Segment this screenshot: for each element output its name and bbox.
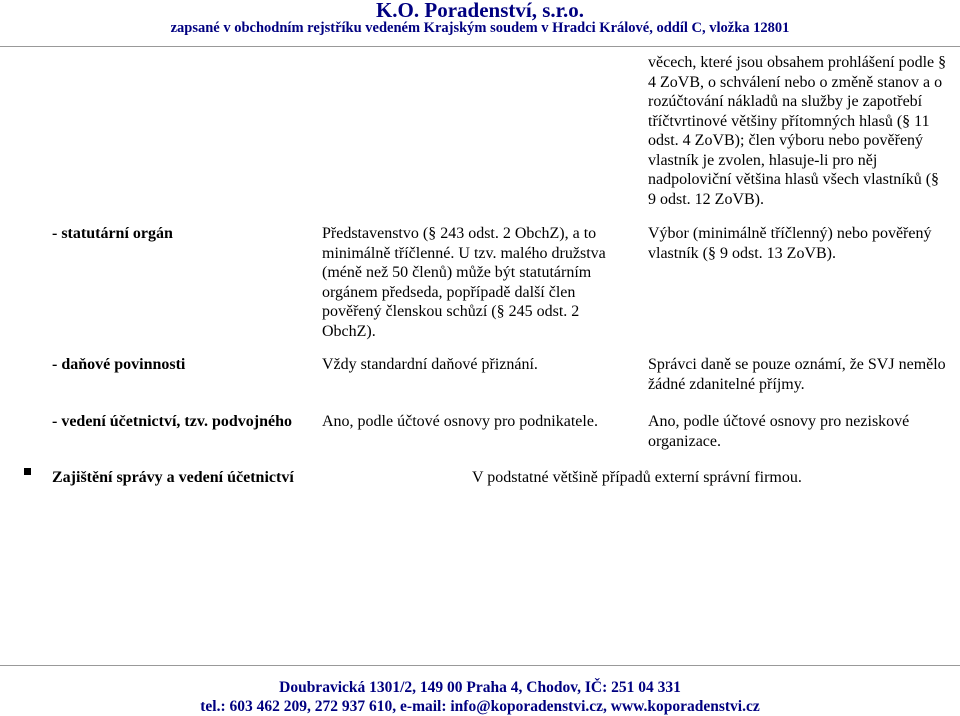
text-line: (méně než 50 členů) může být statutárním [322, 264, 592, 281]
footer-contact: tel.: 603 462 209, 272 937 610, e-mail: info@koporadenstvi.cz, www.koporadenstvi.cz [200, 698, 760, 715]
svj-statutory-body [648, 224, 956, 263]
text-line: tříčtvrtinové většiny přítomných hlasů (§ 11 [648, 112, 930, 130]
square-bullet-icon [24, 468, 31, 475]
text-line: rozúčtování nákladů na služby je zapotřebí [648, 93, 923, 110]
footer-address: Doubravická 1301/2, 149 00 Praha 4, Chodov, IČ: 251 04 331 [279, 679, 681, 696]
header-divider [0, 46, 960, 47]
svj-accounting [648, 412, 956, 451]
text-line: odst. 4 ZoVB); člen výboru nebo pověřený [648, 132, 924, 149]
continued-paragraph [648, 53, 956, 209]
row-label-tax-obligations: - daňové povinnosti [52, 356, 186, 373]
row-label-statutory-body: - statutární orgán [52, 225, 173, 242]
svj-tax-obligations [648, 355, 956, 394]
text-line: věcech, které jsou obsahem prohlášení podle § [648, 54, 947, 71]
text-line: ObchZ). [322, 322, 376, 340]
cooperative-statutory-body [322, 224, 622, 341]
text-line: organizace. [648, 432, 721, 450]
text-line: 9 odst. 12 ZoVB). [648, 190, 764, 208]
footer-divider [0, 665, 960, 666]
company-name: K.O. Poradenství, s.r.o. [375, 0, 585, 22]
text-line: orgánem předseda, popřípadě další člen [322, 283, 576, 301]
company-registration: zapsané v obchodním rejstříku vedeném Krajským soudem v Hradci Králové, oddíl C, vložka 12801 [170, 20, 790, 36]
cooperative-accounting: Ano, podle účtové osnovy pro podnikatele. [322, 413, 598, 430]
text-line: 4 ZoVB, o schválení nebo o změně stanov a o [648, 73, 943, 91]
text-line: pověřený členskou schůzí (§ 245 odst. 2 [322, 303, 580, 320]
text-line: žádné zdanitelné příjmy. [648, 375, 805, 393]
section-title-administration: Zajištění správy a vedení účetnictví [52, 469, 294, 486]
text-line: vlastník (§ 9 odst. 13 ZoVB). [648, 244, 836, 262]
section-value-administration: V podstatné většině případů externí správní firmou. [472, 469, 802, 486]
text-line: vlastník je zvolen, hlasuje-li pro něj [648, 151, 878, 169]
row-label-accounting: - vedení účetnictví, tzv. podvojného [52, 413, 292, 430]
text-line: minimálně tříčlenné. U tzv. malého družstva [322, 244, 606, 262]
text-line: nadpoloviční většina hlasů všech vlastníků (§ [648, 171, 940, 188]
cooperative-tax-obligations: Vždy standardní daňové přiznání. [322, 356, 538, 373]
text-line: Správci daně se pouze oznámí, že SVJ nemělo [648, 356, 946, 373]
text-line: Představenstvo (§ 243 odst. 2 ObchZ), a to [322, 225, 597, 242]
text-line: Výbor (minimálně tříčlenný) nebo pověřený [648, 225, 932, 242]
text-line: Ano, podle účtové osnovy pro neziskové [648, 413, 910, 430]
